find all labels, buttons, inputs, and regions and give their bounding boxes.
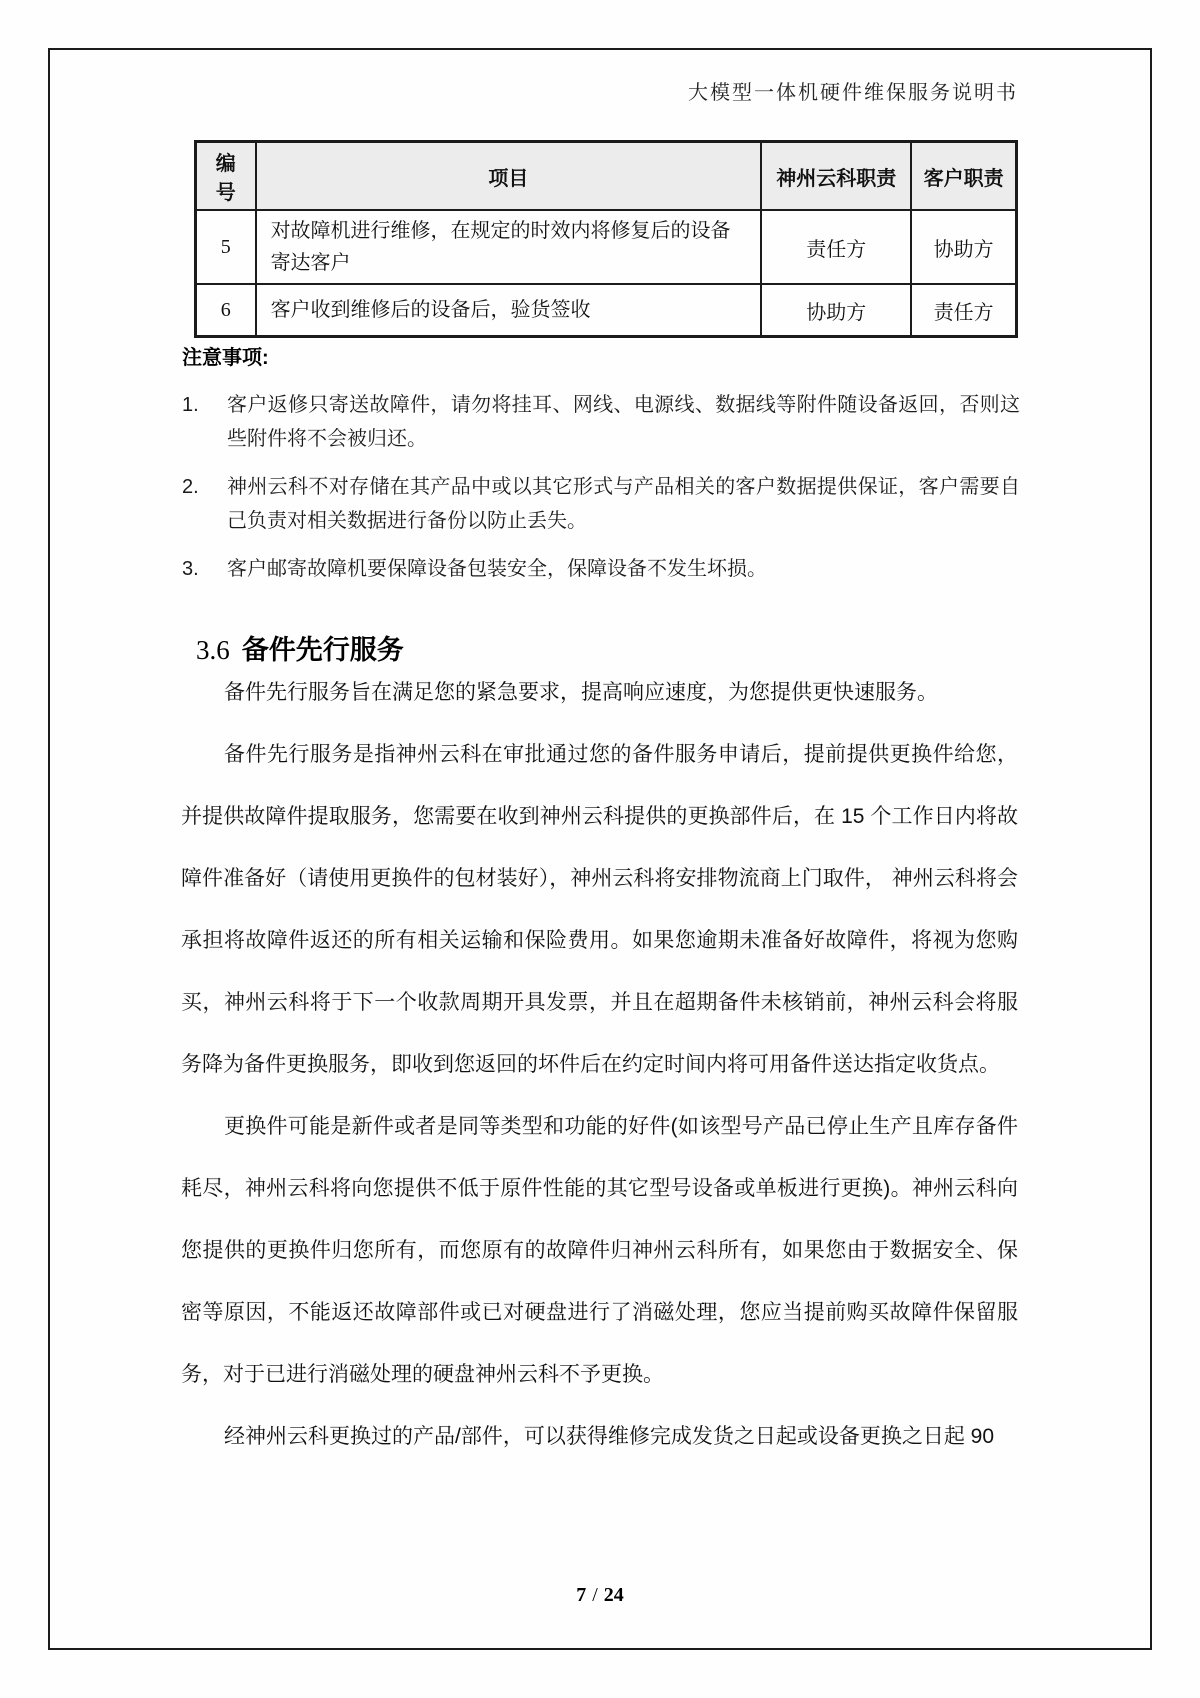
list-item-number: 1.: [182, 394, 199, 416]
list-item-text: 神州云科不对存储在其产品中或以其它形式与产品相关的客户数据提供保证，客户需要自己负责对相关数据进行备份以防止丢失。: [227, 476, 1020, 532]
running-header-title: 大模型一体机硬件维保服务说明书: [688, 82, 1018, 104]
list-item: [182, 470, 1020, 538]
list-item: [182, 388, 1020, 456]
paragraph: 备件先行服务旨在满足您的紧急要求，提高响应速度，为您提供更快速服务。: [224, 681, 938, 704]
table-row: [196, 210, 1017, 284]
row-customer-duty-cell: 协助方: [911, 210, 1016, 284]
column-header-number: 编号: [196, 142, 256, 211]
body-text-block: [181, 662, 1018, 1468]
row-number-cell: 5: [196, 210, 256, 284]
total-page-count: 24: [603, 1584, 624, 1606]
page-number-footer: [0, 1584, 1200, 1607]
section-title: 备件先行服务: [241, 635, 404, 665]
list-item-text: 客户返修只寄送故障件，请勿将挂耳、网线、电源线、数据线等附件随设备返回，否则这些附件将不会被归还。: [227, 394, 1020, 450]
column-header-customer-duty: 客户职责: [911, 142, 1016, 211]
row-item-cell: 对故障机进行维修，在规定的时效内将修复后的设备寄达客户: [256, 210, 762, 284]
row-vendor-duty-cell: 协助方: [761, 284, 911, 337]
page-number-separator: /: [592, 1584, 598, 1606]
row-customer-duty-cell: 责任方: [911, 284, 1016, 337]
column-header-item: 项目: [256, 142, 762, 211]
notes-section: [182, 341, 1020, 600]
table-row: [196, 284, 1017, 337]
row-vendor-duty-cell: 责任方: [761, 210, 911, 284]
paragraph: 经神州云科更换过的产品/部件，可以获得维修完成发货之日起或设备更换之日起 90: [224, 1425, 995, 1448]
paragraph: 更换件可能是新件或者是同等类型和功能的好件(如该型号产品已停止生产且库存备件耗尽，神州云科将向您提供不低于原件性能的其它型号设备或单板进行更换)。神州云科向您提供的更换件归您所有，而您原有的故障件归神州云科所有，如果您由于数据安全、保密等原因，不能返还故障部件或已对硬盘进行了消磁处理，您应当提前购买故障件保留服务，对于已进行消磁处理的硬盘神州云科不予更换。: [181, 1115, 1018, 1386]
current-page-number: 7: [576, 1584, 587, 1606]
responsibility-table: [194, 140, 1018, 338]
table-header-row: [196, 142, 1017, 211]
section-number: 3.6: [196, 635, 230, 665]
list-item-number: 3.: [182, 558, 199, 580]
column-header-vendor-duty: 神州云科职责: [761, 142, 911, 211]
notes-heading: 注意事项:: [182, 347, 269, 369]
paragraph: 备件先行服务是指神州云科在审批通过您的备件服务申请后，提前提供更换件给您，并提供故障件提取服务，您需要在收到神州云科提供的更换部件后，在 15 个工作日内将故障件准备好（请使用更换件的包材装好），神州云科将安排物流商上门取件， 神州云科将会承担将故障件返还的所有相关运输和保险费用。如果您逾期未准备好故障件，将视为您购买，神州云科将于下一个收款周期开具发票，并且在超期备件未核销前，神州云科会将服务降为备件更换服务，即收到您返回的坏件后在约定时间内将可用备件送达指定收货点。: [181, 743, 1018, 1076]
row-item-cell: 客户收到维修后的设备后，验货签收: [256, 284, 762, 337]
row-number-cell: 6: [196, 284, 256, 337]
list-item-number: 2.: [182, 476, 199, 498]
list-item-text: 客户邮寄故障机要保障设备包装安全，保障设备不发生坏损。: [227, 558, 767, 580]
list-item: [182, 552, 1020, 586]
